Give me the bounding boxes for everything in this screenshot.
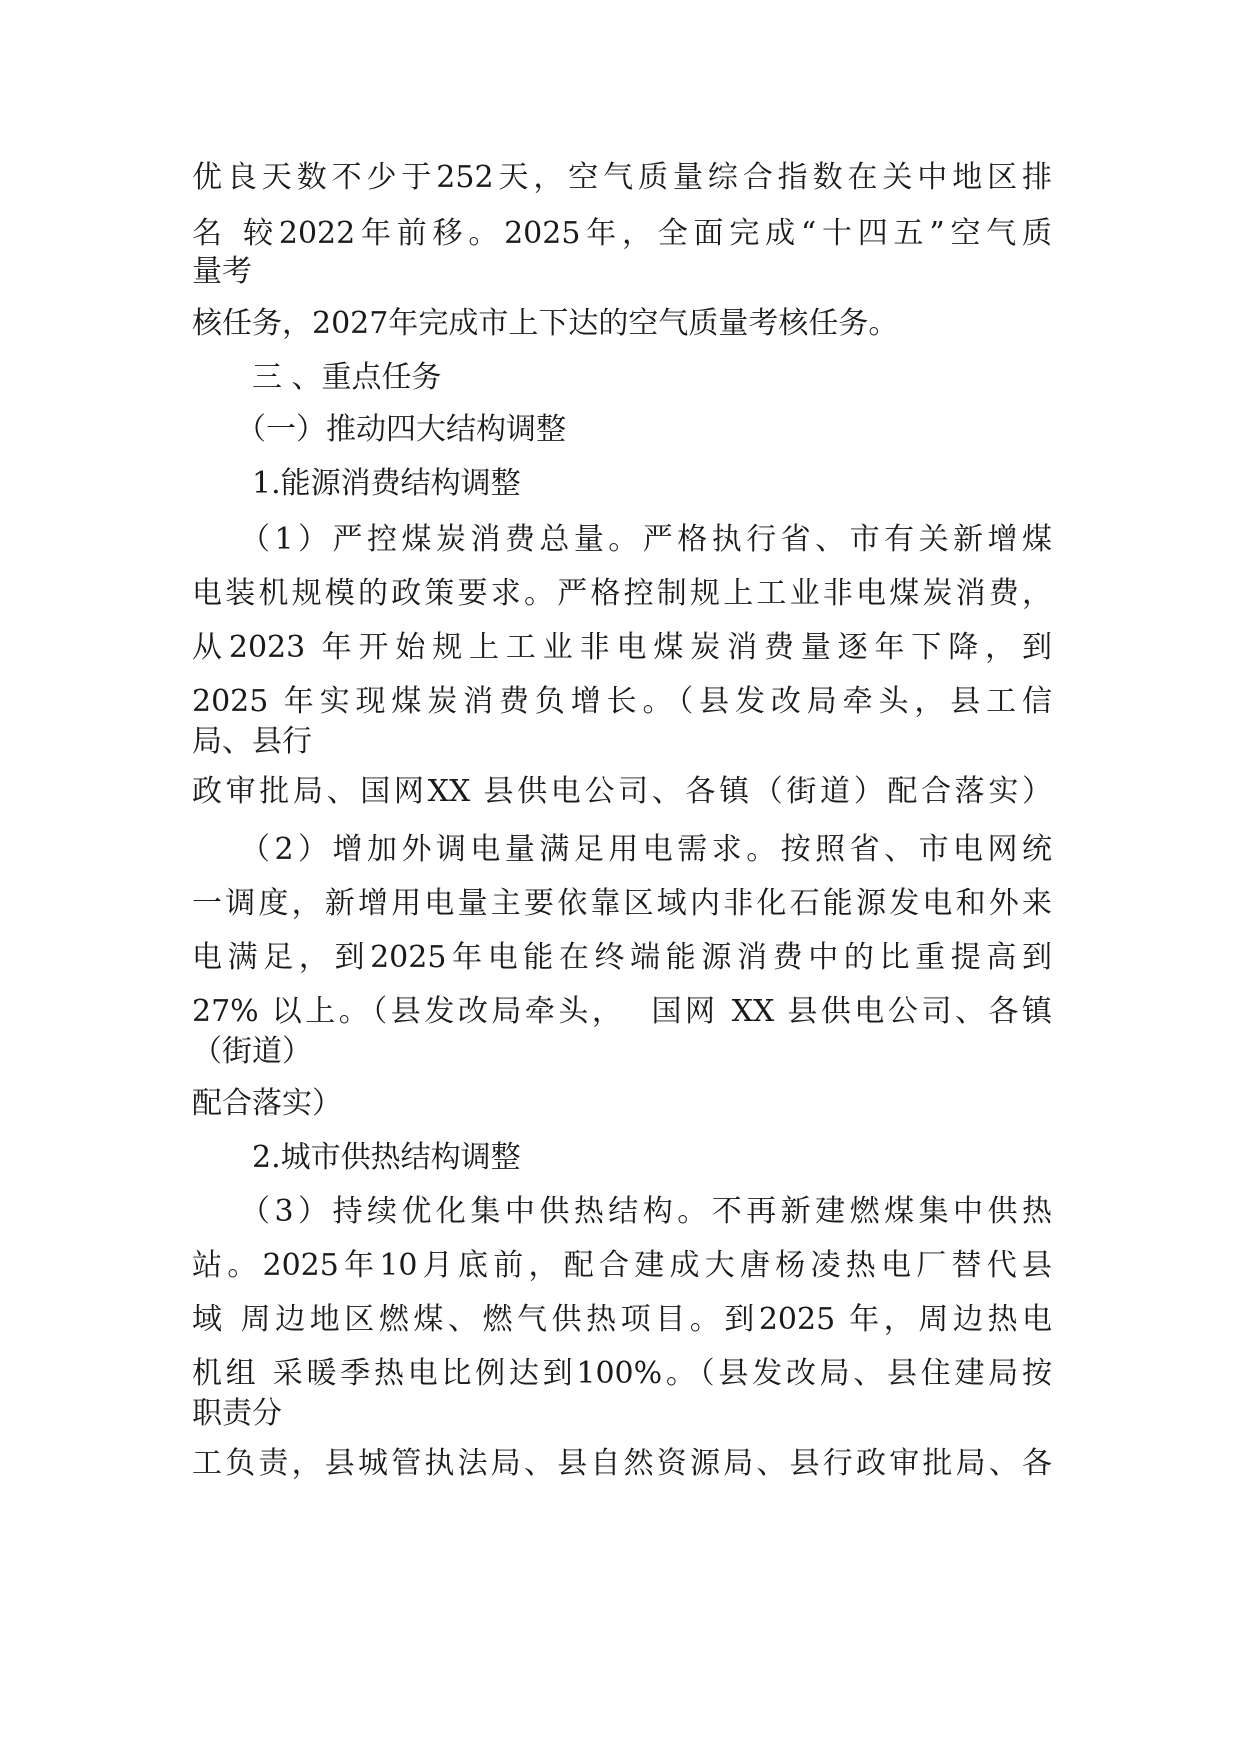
item-heading: 1.能源消费结构调整: [252, 466, 521, 501]
text-line: 机组 采暖季热电比例达到100%。（县发改局、县住建局按: [192, 1356, 1052, 1391]
text-line: 一调度，新增用电量主要依靠区域内非化石能源发电和外来: [192, 886, 1052, 921]
text-line: 从2023 年开始规上工业非电煤炭消费量逐年下降，到: [192, 630, 1052, 665]
subsection-heading: （一）推动四大结构调整: [236, 412, 566, 447]
item-heading: 2.城市供热结构调整: [252, 1140, 521, 1175]
text-line: （1）严控煤炭消费总量。严格执行省、市有关新增煤: [240, 522, 1052, 557]
text-line: 核任务，2027年完成市上下达的空气质量考核任务。: [192, 306, 899, 341]
text-line: 工负责，县城管执法局、县自然资源局、县行政审批局、各: [192, 1446, 1052, 1481]
text-line: 局、县行: [192, 724, 312, 759]
text-line: 职责分: [192, 1396, 282, 1431]
text-line: 站。2025年10月底前，配合建成大唐杨凌热电厂替代县: [192, 1248, 1052, 1283]
text-line: 优良天数不少于252天，空气质量综合指数在关中地区排: [192, 160, 1052, 195]
text-line: 电满足，到2025年电能在终端能源消费中的比重提高到: [192, 940, 1052, 975]
text-line: （2）增加外调电量满足用电需求。按照省、市电网统: [240, 832, 1052, 867]
text-line: 量考: [192, 254, 252, 289]
text-line: （3）持续优化集中供热结构。不再新建燃煤集中供热: [240, 1194, 1052, 1229]
text-line: 电装机规模的政策要求。严格控制规上工业非电煤炭消费，: [192, 576, 1052, 611]
text-line: 域 周边地区燃煤、燃气供热项目。到2025 年，周边热电: [192, 1302, 1052, 1337]
text-line: 27% 以上。（县发改局牵头， 国网 XX 县供电公司、各镇: [192, 994, 1052, 1029]
section-heading: 三 、重点任务: [252, 360, 442, 395]
text-line: 2025 年实现煤炭消费负增长。（县发改局牵头，县工信: [192, 684, 1052, 719]
text-line: （街道）: [192, 1034, 312, 1069]
text-line: 政审批局、国网XX 县供电公司、各镇（街道）配合落实）: [192, 774, 1052, 809]
text-line: 名 较2022年前移。2025年，全面完成“十四五”空气质: [192, 216, 1052, 251]
text-line: 配合落实）: [192, 1086, 342, 1121]
